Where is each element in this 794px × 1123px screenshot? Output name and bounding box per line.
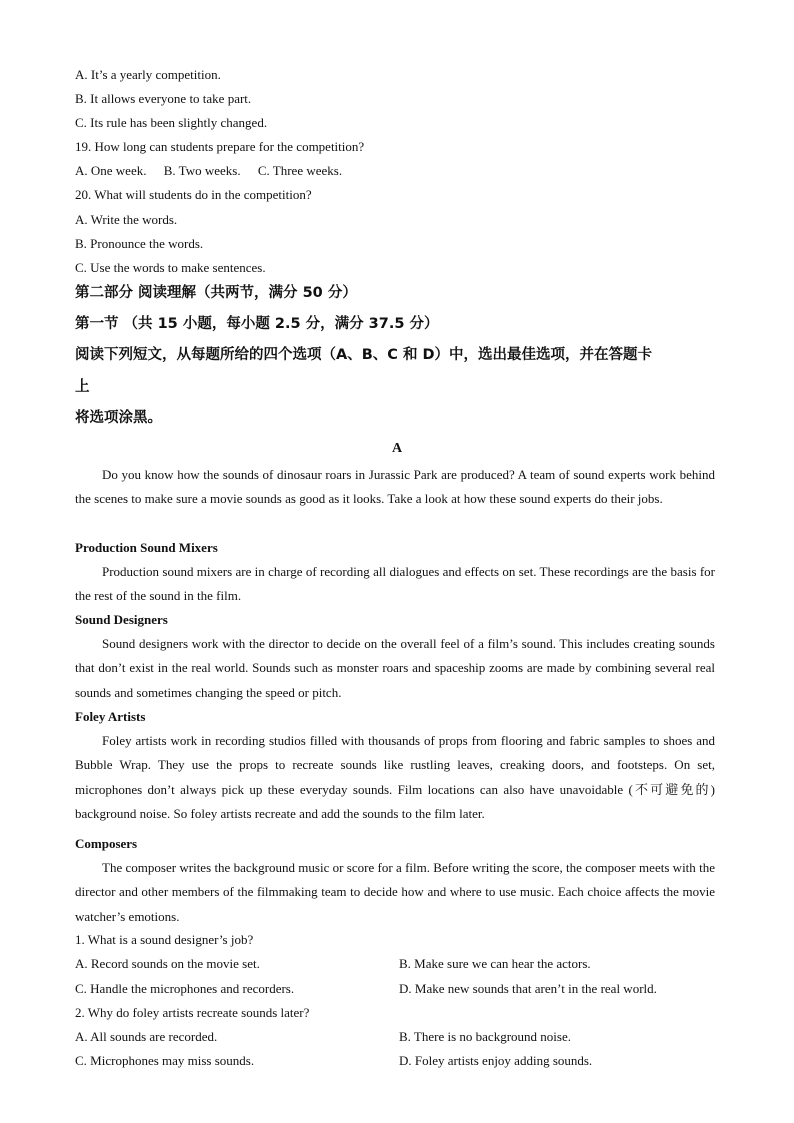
q20-option-c: C. Use the words to make sentences. [75, 260, 266, 275]
q2-question: 2. Why do foley artists recreate sounds later? [75, 1005, 310, 1020]
q19-option-b: B. Two weeks. [163, 163, 241, 178]
q20-question: 20. What will students do in the competition? [75, 187, 312, 202]
text-sound-designers: Sound designers work with the director to decide on the overall feel of a film’s sound. This includes creating sounds that don’t exist in the real world. Sounds such as monster roars and spaceship zooms are made by combining several real sounds and sometimes changing the speed or pitch. [75, 636, 715, 700]
text-foley-artists: Foley artists work in recording studios filled with thousands of props from flooring and fabric samples to shoes and Bubble Wrap. They use the props to recreate sounds like rustling leaves, creaking doors, and footsteps. On set, microphones don’t always pick up these everyday sounds. Film locations can also have unavoidable (不可避免的) background noise. So foley artists recreate and add the sounds to the film later. [75, 733, 715, 821]
passage-intro: Do you know how the sounds of dinosaur roars in Jurassic Park are produced? A team of sound experts work behind the scenes to make sure a movie sounds as good as it looks. Take a look at how these sound experts do their jobs. [75, 467, 715, 507]
q2-option-c: C. Microphones may miss sounds. [75, 1053, 255, 1068]
instruction-line-2: 上 [75, 379, 90, 395]
q2-option-a: A. All sounds are recorded. [75, 1029, 218, 1044]
q18-option-a: A. It’s a yearly competition. [75, 67, 221, 82]
q18-option-c: C. Its rule has been slightly changed. [75, 115, 268, 130]
heading-production-sound-mixers: Production Sound Mixers [75, 540, 218, 555]
heading-foley-artists: Foley Artists [75, 709, 146, 724]
section2-title: 第二部分 阅读理解（共两节，满分 50 分） [75, 285, 357, 301]
heading-sound-designers: Sound Designers [75, 612, 168, 627]
passage-letter: A [391, 441, 403, 456]
q1-option-d: D. Make new sounds that aren’t in the real world. [399, 981, 657, 996]
q2-option-b: B. There is no background noise. [399, 1029, 571, 1044]
q19-question: 19. How long can students prepare for the competition? [75, 139, 365, 154]
q19-option-a: A. One week. [75, 163, 147, 178]
q19-option-c: C. Three weeks. [257, 163, 343, 178]
text-production-sound-mixers: Production sound mixers are in charge of recording all dialogues and effects on set. These recordings are the basis for the rest of the sound in the film. [75, 564, 715, 604]
q20-option-b: B. Pronounce the words. [75, 236, 204, 251]
heading-composers: Composers [75, 836, 138, 851]
q20-option-a: A. Write the words. [75, 212, 178, 227]
q19-options [75, 163, 356, 179]
q1-question: 1. What is a sound designer’s job? [75, 932, 254, 947]
q1-option-c: C. Handle the microphones and recorders. [75, 981, 295, 996]
q2-option-d: D. Foley artists enjoy adding sounds. [399, 1053, 593, 1068]
q1-option-a: A. Record sounds on the movie set. [75, 956, 260, 971]
q1-option-b: B. Make sure we can hear the actors. [399, 956, 591, 971]
section2-part1-title: 第一节 （共 15 小题，每小题 2.5 分，满分 37.5 分） [75, 316, 439, 332]
instruction-line-1: 阅读下列短文，从每题所给的四个选项（A、B、C 和 D）中，选出最佳选项，并在答题卡 [75, 347, 653, 363]
text-composers: The composer writes the background music or score for a film. Before writing the score, the composer meets with the director and other members of the filmmaking team to decide how and where to use music. Each choice affects the movie watcher’s emotions. [75, 860, 715, 924]
instruction-line-3: 将选项涂黑。 [75, 410, 162, 426]
q18-option-b: B. It allows everyone to take part. [75, 91, 252, 106]
